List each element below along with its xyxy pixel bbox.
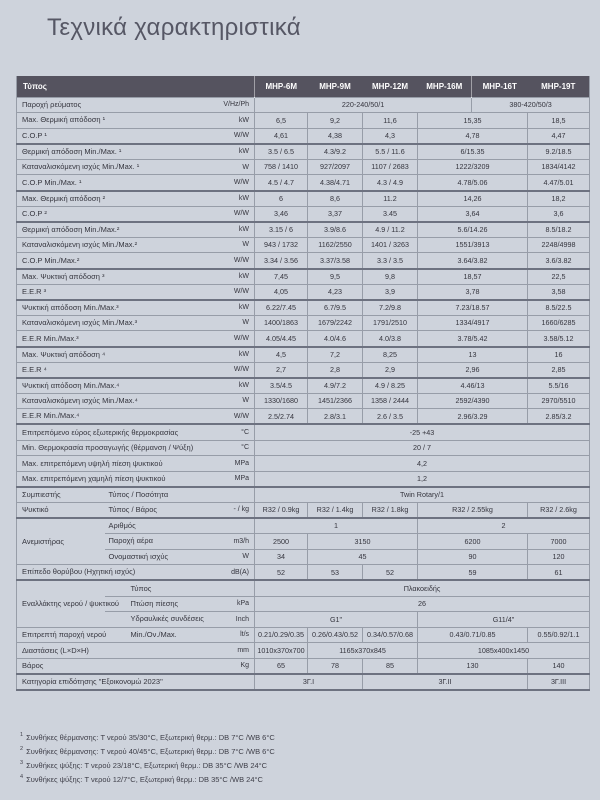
spec-value: 4,78 <box>418 128 528 144</box>
spec-value: -25 +43 <box>255 424 590 440</box>
spec-value: 2,85 <box>528 362 590 378</box>
spec-lbl: Θερμική απόδοση Min./Max. ¹ <box>22 146 122 156</box>
spec-lbl: C.O.P ² <box>22 208 47 218</box>
spec-unit: W/W <box>233 256 250 264</box>
spec-value: 11,6 <box>363 113 418 129</box>
spec-value: 3,9 <box>363 284 418 300</box>
spec-value: 45 <box>308 549 418 565</box>
spec-unit: W/W <box>233 334 250 342</box>
spec-value: 3.58/5.12 <box>528 331 590 347</box>
spec-value: 4.9 / 8.25 <box>363 378 418 394</box>
model-column-header: MHP-19T <box>528 76 590 97</box>
spec-lbl: Max. Ψυκτική απόδοση ⁴ <box>22 349 106 359</box>
spec-value: 5.5 / 11.6 <box>363 144 418 160</box>
spec-value: 9.2/18.5 <box>528 144 590 160</box>
spec-value: 5.6/14.26 <box>418 222 528 238</box>
spec-value: 65 <box>255 658 308 674</box>
spec-value: 2,96 <box>418 362 528 378</box>
spec-value: R32 / 2.55kg <box>418 502 528 518</box>
spec-value: 61 <box>528 565 590 581</box>
spec-value: 6.22/7.45 <box>255 300 308 316</box>
spec-value: 2 <box>418 518 590 534</box>
spec-value: 8,25 <box>363 347 418 363</box>
spec-value: 3.37/3.58 <box>308 253 363 269</box>
spec-sub: Παροχή αέρα <box>108 536 153 546</box>
spec-value: R32 / 0.9kg <box>255 502 308 518</box>
model-column-header: MHP-12M <box>363 76 418 97</box>
spec-row <box>17 159 590 175</box>
spec-value: 4.38/4.71 <box>308 175 363 191</box>
spec-value: 6 <box>255 191 308 207</box>
spec-value: 1451/2366 <box>308 393 363 409</box>
spec-lbl: Max. Ψυκτική απόδοση ³ <box>22 271 105 281</box>
spec-value: 3.6/3.82 <box>528 253 590 269</box>
spec-value: 6200 <box>418 534 528 550</box>
footnote-text: Συνθήκες ψύξης: T νερού 12/7°C, Εξωτερική θερμ.: DB 35°C /WB 24°C <box>26 775 263 784</box>
spec-value: 3.64/3.82 <box>418 253 528 269</box>
spec-value: 4.46/13 <box>418 378 528 394</box>
footnote <box>20 733 580 742</box>
spec-unit: dB(A) <box>231 568 250 576</box>
spec-value: 11.2 <box>363 191 418 207</box>
spec-value: 1222/3209 <box>418 159 528 175</box>
spec-value: 2.85/3.2 <box>528 409 590 425</box>
spec-value: 1334/4917 <box>418 315 528 331</box>
footnote-text: Συνθήκες θέρμανσης: T νερού 40/45°C, Εξωτερική θερμ.: DB 7°C /WB 6°C <box>26 747 275 756</box>
spec-lbl: Ψυκτική απόδοση Min./Max.⁴ <box>22 380 120 390</box>
spec-value: 1679/2242 <box>308 315 363 331</box>
spec-sub: Ονομαστική ισχύς <box>108 552 169 562</box>
spec-value: 3.3 / 3.5 <box>363 253 418 269</box>
footnote <box>20 747 580 756</box>
spec-value: 1085x400x1450 <box>418 643 590 659</box>
spec-value: 7000 <box>528 534 590 550</box>
spec-value: 1358 / 2444 <box>363 393 418 409</box>
spec-lbl: Βάρος <box>22 660 44 670</box>
spec-value: 4,05 <box>255 284 308 300</box>
spec-lbl: E.E.R ⁴ <box>22 364 47 374</box>
spec-row <box>17 456 590 472</box>
spec-lbl: E.E.R Min./Max.⁴ <box>22 411 80 421</box>
spec-unit <box>187 674 255 690</box>
spec-row <box>17 269 590 285</box>
spec-value: 6.7/9.5 <box>308 300 363 316</box>
model-column-header: MHP-9M <box>308 76 363 97</box>
spec-value: 0.55/0.92/1.1 <box>528 627 590 643</box>
spec-row <box>17 502 590 518</box>
spec-value: 3.34 / 3.56 <box>255 253 308 269</box>
spec-unit: W/W <box>233 210 250 218</box>
spec-row <box>17 393 590 409</box>
spec-grp: Συμπιεστής <box>22 489 61 499</box>
spec-value: 2,7 <box>255 362 308 378</box>
footnote-number: 3 <box>20 760 24 766</box>
spec-lbl: Επίπεδο θορύβου (Ηχητική ισχύς) <box>22 567 136 577</box>
spec-value: 3Γ.ΙΙ <box>363 674 528 690</box>
spec-row <box>17 347 590 363</box>
spec-value: 3,64 <box>418 206 528 222</box>
spec-value: 6,5 <box>255 113 308 129</box>
spec-value: 18,57 <box>418 269 528 285</box>
spec-value: 2.8/3.1 <box>308 409 363 425</box>
spec-sub: Υδραυλικές συνδέσεις <box>130 614 204 624</box>
spec-value: 4,47 <box>528 128 590 144</box>
spec-lbl: Παροχή ρεύματος <box>22 99 82 109</box>
spec-value: 4.78/5.06 <box>418 175 528 191</box>
spec-unit: Inch <box>235 615 250 623</box>
spec-value: 927/2097 <box>308 159 363 175</box>
spec-row <box>17 643 590 659</box>
spec-lbl: C.O.P ¹ <box>22 130 47 140</box>
spec-value: 1401 / 3263 <box>363 237 418 253</box>
spec-value: 13 <box>418 347 528 363</box>
spec-value: R32 / 1.4kg <box>308 502 363 518</box>
footnote <box>20 761 580 770</box>
spec-unit <box>187 487 255 503</box>
model-column-header: MHP-16T <box>472 76 528 97</box>
spec-grp: Εναλλάκτης νερού / ψυκτικού <box>22 599 120 609</box>
spec-value: 78 <box>308 658 363 674</box>
spec-unit: MPa <box>234 475 250 483</box>
spec-row <box>17 300 590 316</box>
model-column-header: MHP-6M <box>255 76 308 97</box>
spec-unit <box>187 580 255 596</box>
spec-value: 20 / 7 <box>255 440 590 456</box>
spec-row <box>17 440 590 456</box>
spec-sub: Τύπος <box>130 583 152 593</box>
spec-value: 3.78/5.42 <box>418 331 528 347</box>
spec-sub: Τύπος / Βάρος <box>108 505 158 515</box>
spec-value: 2.96/3.29 <box>418 409 528 425</box>
footnote <box>20 775 580 784</box>
spec-value: 4,38 <box>308 128 363 144</box>
spec-unit: m3/h <box>233 537 250 545</box>
footnote-text: Συνθήκες θέρμανσης: T νερού 35/30°C, Εξωτερική θερμ.: DB 7°C /WB 6°C <box>26 733 275 742</box>
spec-value: 3,78 <box>418 284 528 300</box>
spec-value: 3Γ.ΙΙΙ <box>528 674 590 690</box>
spec-unit: W <box>242 319 250 327</box>
spec-lbl: Max. επιτρεπόμενη υψηλή πίεση ψυκτικού <box>22 458 163 468</box>
spec-row <box>17 580 590 596</box>
spec-value: 4,5 <box>255 347 308 363</box>
spec-value: 8,6 <box>308 191 363 207</box>
spec-value: 26 <box>255 596 590 612</box>
spec-value: 1330/1680 <box>255 393 308 409</box>
spec-value: 2,8 <box>308 362 363 378</box>
spec-value: 943 / 1732 <box>255 237 308 253</box>
spec-value: Πλακοειδής <box>255 580 590 596</box>
spec-lbl: Καταναλισκόμενη ισχύς Min./Max.⁴ <box>22 396 138 406</box>
spec-value: 1162/2550 <box>308 237 363 253</box>
spec-value: 8.5/18.2 <box>528 222 590 238</box>
spec-unit: kW <box>238 148 250 156</box>
spec-value: R32 / 2.6kg <box>528 502 590 518</box>
spec-value: 3,6 <box>528 206 590 222</box>
spec-value: 2248/4998 <box>528 237 590 253</box>
spec-value: 9,8 <box>363 269 418 285</box>
spec-lbl: Θερμική απόδοση Min./Max.² <box>22 224 120 234</box>
spec-row <box>17 222 590 238</box>
spec-grp: Ψυκτικό <box>22 505 49 515</box>
type-header: Τύπος <box>17 76 255 97</box>
spec-lbl: E.E.R ³ <box>22 286 47 296</box>
spec-value: 3,37 <box>308 206 363 222</box>
spec-value: 2500 <box>255 534 308 550</box>
table-header-row <box>17 76 590 97</box>
spec-value: 2970/5510 <box>528 393 590 409</box>
spec-value: 4.3/9.2 <box>308 144 363 160</box>
spec-value: 4.9/7.2 <box>308 378 363 394</box>
spec-value: 120 <box>528 549 590 565</box>
spec-unit: lt/s <box>240 631 250 639</box>
spec-unit <box>187 518 255 534</box>
spec-row <box>17 674 590 690</box>
spec-lbl: C.O.P Min./Max.² <box>22 255 80 265</box>
spec-row <box>17 97 590 113</box>
spec-value: 16 <box>528 347 590 363</box>
spec-value: 0.26/0.43/0.52 <box>308 627 363 643</box>
footnote-number: 2 <box>20 746 24 752</box>
spec-unit: Kg <box>240 662 250 670</box>
spec-value: 4.47/5.01 <box>528 175 590 191</box>
spec-row <box>17 191 590 207</box>
spec-row <box>17 206 590 222</box>
spec-lbl: C.O.P Min./Max. ¹ <box>22 177 82 187</box>
spec-value: 90 <box>418 549 528 565</box>
spec-value: 3,58 <box>528 284 590 300</box>
spec-table <box>16 76 590 691</box>
footnotes <box>20 733 580 789</box>
spec-value: 3.5/4.5 <box>255 378 308 394</box>
footnote-number: 4 <box>20 774 24 780</box>
spec-unit: W/W <box>233 365 250 373</box>
spec-sub: Min./Ον./Max. <box>130 630 177 640</box>
spec-row <box>17 175 590 191</box>
spec-value: 4,3 <box>363 128 418 144</box>
spec-lbl: E.E.R Min./Max.³ <box>22 333 79 343</box>
spec-value: 4.3 / 4.9 <box>363 175 418 191</box>
spec-value: 2,9 <box>363 362 418 378</box>
spec-value: 4.5 / 4.7 <box>255 175 308 191</box>
spec-row <box>17 331 590 347</box>
spec-value: 4.0/3.8 <box>363 331 418 347</box>
spec-lbl: Καταναλισκόμενη ισχύς Min./Max.³ <box>22 318 138 328</box>
spec-value: 220-240/50/1 <box>255 97 472 113</box>
spec-unit: kW <box>238 272 250 280</box>
spec-lbl: Max. επιτρεπόμενη χαμηλή πίεση ψυκτικού <box>22 473 166 483</box>
spec-unit: W/W <box>233 412 250 420</box>
spec-unit: °C <box>241 428 250 436</box>
spec-value: 8.5/22.5 <box>528 300 590 316</box>
spec-value: R32 / 1.8kg <box>363 502 418 518</box>
spec-unit: - / kg <box>233 506 250 514</box>
spec-lbl: Καταναλισκόμενη ισχύς Min./Max.² <box>22 240 138 250</box>
spec-unit: W/W <box>233 178 250 186</box>
spec-row <box>17 487 590 503</box>
spec-row <box>17 144 590 160</box>
spec-row <box>17 315 590 331</box>
spec-value: 3150 <box>308 534 418 550</box>
spec-lbl: Καταναλισκόμενη ισχύς Min./Max. ¹ <box>22 162 140 172</box>
spec-lbl: Ψυκτική απόδοση Min./Max.³ <box>22 302 119 312</box>
spec-value: 3.5 / 6.5 <box>255 144 308 160</box>
spec-grp: Επιτρεπτή παροχή νερού <box>22 630 107 640</box>
spec-value: 85 <box>363 658 418 674</box>
footnote-text: Συνθήκες ψύξης: T νερού 23/18°C, Εξωτερική θερμ.: DB 35°C /WB 24°C <box>26 761 268 770</box>
spec-value: 2592/4390 <box>418 393 528 409</box>
spec-value: 3,46 <box>255 206 308 222</box>
spec-unit: kW <box>238 350 250 358</box>
spec-unit: kW <box>238 194 250 202</box>
spec-value: 2.6 / 3.5 <box>363 409 418 425</box>
spec-unit: W/W <box>233 132 250 140</box>
spec-row <box>17 284 590 300</box>
footnote-number: 1 <box>20 732 24 738</box>
spec-row <box>17 409 590 425</box>
spec-unit: kPa <box>236 600 250 608</box>
spec-value: 1660/6285 <box>528 315 590 331</box>
spec-unit: W/W <box>233 288 250 295</box>
spec-sub: Πτώση πίεσης <box>130 598 179 608</box>
spec-unit: W <box>242 241 250 249</box>
spec-row <box>17 627 590 643</box>
spec-value: 2.5/2.74 <box>255 409 308 425</box>
spec-value: 1,2 <box>255 471 590 487</box>
spec-row <box>17 565 590 581</box>
spec-row <box>17 237 590 253</box>
spec-unit: kW <box>238 226 250 234</box>
spec-value: 3.9/8.6 <box>308 222 363 238</box>
spec-value: 1107 / 2683 <box>363 159 418 175</box>
spec-row <box>17 378 590 394</box>
spec-sub: Τύπος / Ποσότητα <box>108 489 169 499</box>
spec-row <box>17 424 590 440</box>
model-column-header: MHP-16M <box>418 76 472 97</box>
spec-value: 22,5 <box>528 269 590 285</box>
spec-value: 6/15.35 <box>418 144 528 160</box>
spec-value: 5.5/16 <box>528 378 590 394</box>
spec-value: 3.45 <box>363 206 418 222</box>
spec-value: 1551/3913 <box>418 237 528 253</box>
spec-value: 1400/1863 <box>255 315 308 331</box>
spec-value: 14,26 <box>418 191 528 207</box>
spec-value: 130 <box>418 658 528 674</box>
spec-row <box>17 113 590 129</box>
spec-value: 53 <box>308 565 363 581</box>
spec-row <box>17 253 590 269</box>
spec-value: 9,5 <box>308 269 363 285</box>
spec-value: 1 <box>255 518 418 534</box>
spec-value: 3.15 / 6 <box>255 222 308 238</box>
spec-value: 7.2/9.8 <box>363 300 418 316</box>
spec-value: 7,2 <box>308 347 363 363</box>
spec-unit: V/Hz/Ph <box>223 101 250 109</box>
spec-unit: W <box>242 163 250 171</box>
spec-row <box>17 362 590 378</box>
spec-unit: W <box>242 397 250 405</box>
spec-unit: MPa <box>234 459 250 467</box>
spec-value: 4,61 <box>255 128 308 144</box>
spec-value: 52 <box>255 565 308 581</box>
spec-value: 0.34/0.57/0.68 <box>363 627 418 643</box>
spec-row <box>17 518 590 534</box>
spec-value: 0.21/0.29/0.35 <box>255 627 308 643</box>
spec-value: 4.05/4.45 <box>255 331 308 347</box>
spec-row <box>17 658 590 674</box>
spec-value: 4.0/4.6 <box>308 331 363 347</box>
spec-unit: W <box>242 553 250 561</box>
spec-unit: kW <box>238 116 250 124</box>
spec-value: 59 <box>418 565 528 581</box>
spec-unit: °C <box>241 444 250 452</box>
spec-grp: Ανεμιστήρας <box>22 536 64 546</box>
spec-lbl: Διαστάσεις (L×D×H) <box>22 645 89 655</box>
spec-unit: kW <box>238 382 250 390</box>
spec-value: 4.9 / 11.2 <box>363 222 418 238</box>
page-title: Τεχνικά χαρακτηριστικά <box>47 14 301 41</box>
spec-value: 1834/4142 <box>528 159 590 175</box>
spec-value: 7,45 <box>255 269 308 285</box>
spec-value: 758 / 1410 <box>255 159 308 175</box>
spec-value: G1" <box>255 612 418 628</box>
spec-value: G11/4" <box>418 612 590 628</box>
spec-value: 1165x370x845 <box>308 643 418 659</box>
spec-row <box>17 471 590 487</box>
spec-value: 140 <box>528 658 590 674</box>
spec-value: 18,5 <box>528 113 590 129</box>
spec-unit: kW <box>238 304 250 312</box>
spec-lbl: Max. Θερμική απόδοση ¹ <box>22 115 106 125</box>
spec-value: 4,23 <box>308 284 363 300</box>
spec-value: 34 <box>255 549 308 565</box>
spec-value: 15,35 <box>418 113 528 129</box>
spec-value: 1791/2510 <box>363 315 418 331</box>
spec-value: 52 <box>363 565 418 581</box>
spec-value: 4,2 <box>255 456 590 472</box>
spec-value: 18,2 <box>528 191 590 207</box>
spec-lbl: Επιτρεπόμενο εύρος εξωτερικής θερμοκρασίας <box>22 427 179 437</box>
spec-value: 1010x370x700 <box>255 643 308 659</box>
spec-sub: Αριθμός <box>108 521 136 531</box>
spec-value: 9,2 <box>308 113 363 129</box>
spec-value: 3Γ.Ι <box>255 674 363 690</box>
spec-lbl: Κατηγορία επιδότησης "Εξοικονομώ 2023" <box>22 676 163 686</box>
spec-value: 380-420/50/3 <box>472 97 590 113</box>
spec-lbl: Min. Θερμοκρασία προσαγωγής (θέρμανση / Ψύξη) <box>22 442 194 452</box>
spec-value: 7.23/18.57 <box>418 300 528 316</box>
spec-value: Twin Rotary/1 <box>255 487 590 503</box>
spec-lbl: Max. Θερμική απόδοση ² <box>22 193 106 203</box>
spec-row <box>17 128 590 144</box>
spec-unit: mm <box>237 646 250 654</box>
spec-value: 0.43/0.71/0.85 <box>418 627 528 643</box>
